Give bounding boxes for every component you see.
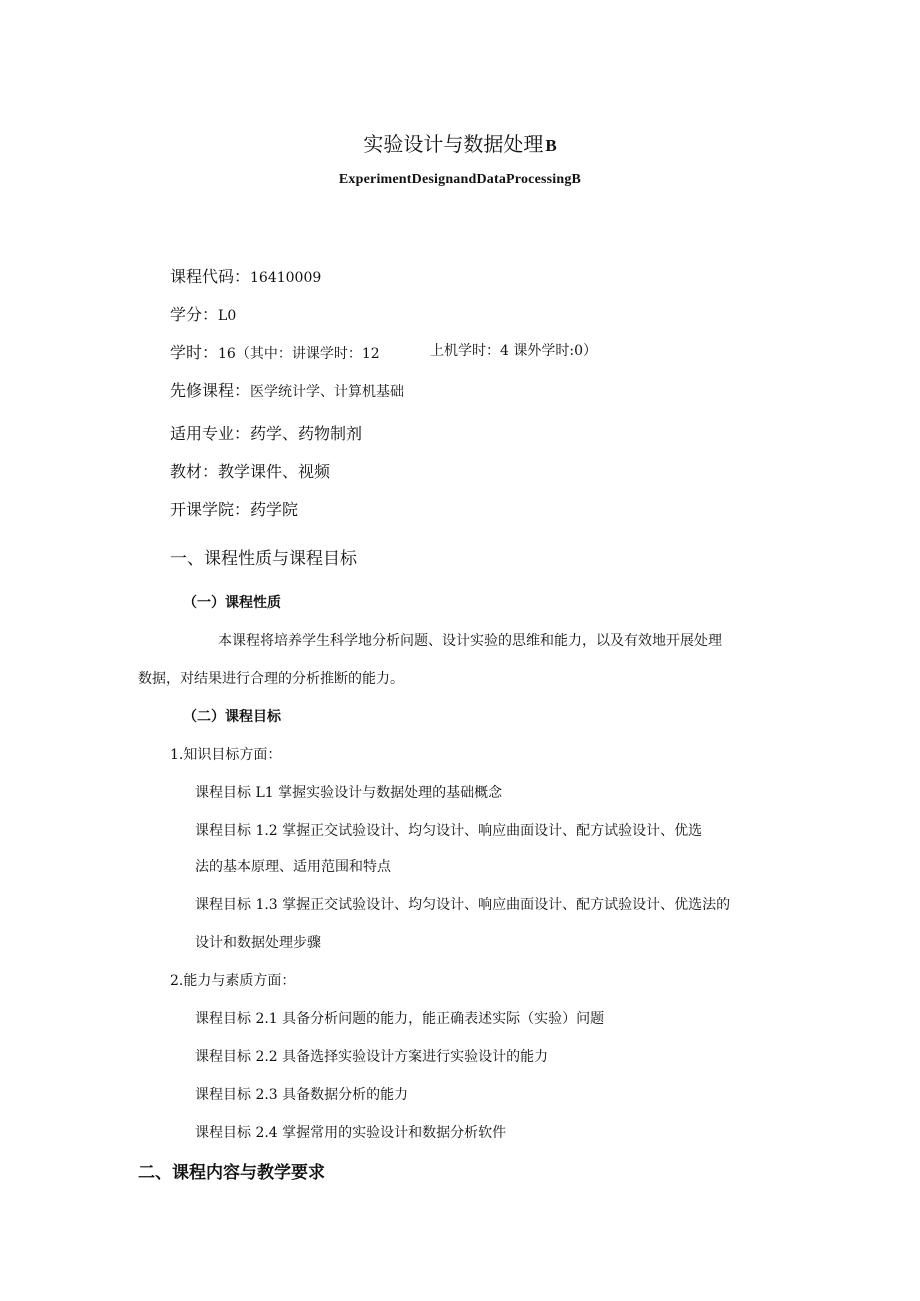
hours-value-b: 上机学时：4 课外学时:0）	[430, 343, 597, 359]
nature-paragraph-line1: 本课程将培养学生科学地分析问题、设计实验的思维和能力，以及有效地开展处理	[218, 633, 722, 649]
goal-2-3: 课程目标 2.3 具备数据分析的能力	[195, 1087, 409, 1103]
goal-2-2: 课程目标 2.2 具备选择实验设计方案进行实验设计的能力	[195, 1049, 549, 1065]
nature-paragraph-line2: 数据，对结果进行合理的分析推断的能力。	[138, 671, 404, 687]
section-1-heading: 一、课程性质与课程目标	[170, 549, 357, 569]
subsection-nature-heading: （一）课程性质	[183, 595, 281, 611]
goal-1-3-line1: 课程目标 1.3 掌握正交试验设计、均匀设计、响应曲面设计、配方试验设计、优选法的	[195, 897, 731, 913]
hours-value-a: 16（其中：讲课学时：12	[218, 346, 380, 362]
page-title	[0, 128, 920, 157]
page-subtitle-en: ExperimentDesignandDataProcessingB	[338, 172, 582, 187]
college-label: 开课学院：	[170, 500, 251, 519]
goal-1-2-line2: 法的基本原理、适用范围和特点	[195, 859, 391, 875]
knowledge-goals-heading: 1.知识目标方面：	[170, 747, 282, 763]
ability-goals-heading: 2.能力与素质方面：	[170, 973, 296, 989]
credit-label: 学分：	[170, 305, 219, 324]
title-suffix: B	[545, 136, 557, 155]
prerequisite-label: 先修课程：	[170, 381, 251, 400]
credit-value: L0	[218, 308, 237, 324]
goal-2-1: 课程目标 2.1 具备分析问题的能力，能正确表述实际（实验）问题	[195, 1011, 605, 1027]
info-college	[170, 497, 298, 520]
info-prerequisite	[170, 378, 404, 401]
info-textbook	[170, 459, 330, 482]
goal-1-2-line1: 课程目标 1.2 掌握正交试验设计、均匀设计、响应曲面设计、配方试验设计、优选	[195, 823, 703, 839]
hours-label: 学时：	[170, 343, 219, 362]
section-2-heading: 二、课程内容与教学要求	[138, 1163, 325, 1183]
goal-1-1: 课程目标 L1 掌握实验设计与数据处理的基础概念	[195, 785, 503, 801]
course-code-label: 课程代码：	[170, 267, 251, 286]
info-course-code	[170, 264, 321, 287]
info-credit	[170, 302, 236, 325]
prerequisite-value: 医学统计学、计算机基础	[250, 384, 405, 400]
college-value: 药学院	[250, 500, 299, 519]
info-major	[170, 421, 362, 444]
info-hours-continued	[430, 340, 597, 360]
textbook-label: 教材：	[170, 462, 219, 481]
subsection-goals-heading: （二）课程目标	[183, 709, 281, 725]
major-label: 适用专业：	[170, 424, 251, 443]
title-cn-text: 实验设计与数据处理	[363, 132, 544, 156]
info-hours	[170, 340, 380, 363]
course-code-value: 16410009	[250, 270, 322, 286]
major-value: 药学、药物制剂	[250, 424, 363, 443]
textbook-value: 教学课件、视频	[218, 462, 331, 481]
goal-2-4: 课程目标 2.4 掌握常用的实验设计和数据分析软件	[195, 1125, 507, 1141]
goal-1-3-line2: 设计和数据处理步骤	[195, 935, 321, 951]
